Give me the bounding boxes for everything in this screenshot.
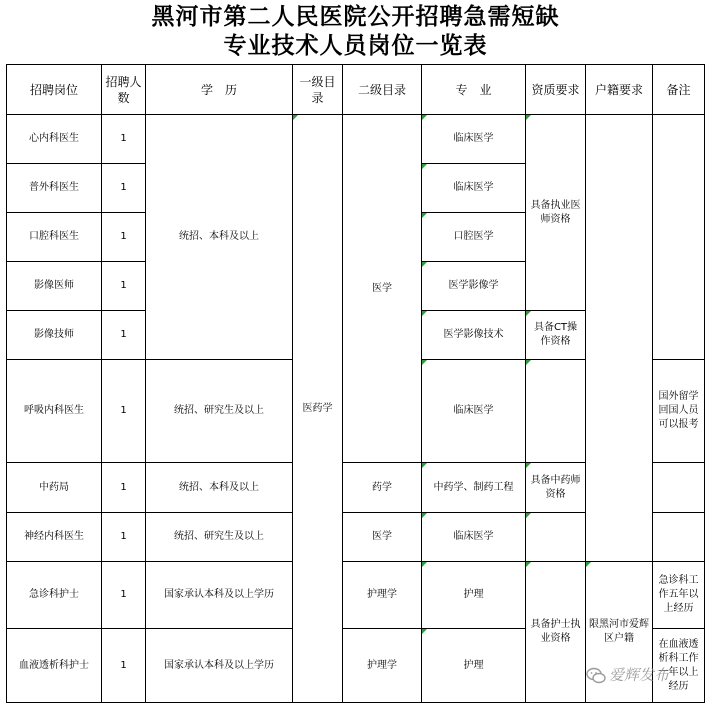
cell-post: 呼吸内科医生 [7,360,102,463]
cell-huji [586,115,653,562]
table-row [7,115,705,164]
header-education: 学 历 [146,65,293,115]
cell-post: 中药局 [7,463,102,513]
header-major: 专 业 [422,65,526,115]
cell-count: 1 [102,513,146,562]
cell-qualification: 具备护士执业资格 [526,562,586,703]
cell-level2: 护理学 [343,562,422,629]
cell-level1: 医药学 [293,115,343,703]
cell-major: 医学影像技术 [422,311,526,360]
cell-post: 血液透析科护士 [7,629,102,703]
cell-count: 1 [102,164,146,213]
cell-count: 1 [102,360,146,463]
cell-count: 1 [102,562,146,629]
watermark [586,664,706,690]
page-title-line2: 专业技术人员岗位一览表 [223,32,488,59]
cell-count: 1 [102,213,146,262]
cell-major: 医学影像学 [422,262,526,311]
table-row [7,562,705,629]
cell-post: 影像技师 [7,311,102,360]
cell-count: 1 [102,311,146,360]
watermark-text: 爱辉发布 [609,666,670,684]
cell-education: 国家承认本科及以上学历 [146,629,293,703]
cell-note [653,115,705,360]
cell-education: 国家承认本科及以上学历 [146,562,293,629]
cell-qualification [526,513,586,562]
cell-major: 中药学、制药工程 [422,463,526,513]
positions-table [6,64,705,703]
cell-education: 统招、本科及以上 [146,115,293,360]
cell-level2: 药学 [343,463,422,513]
header-huji: 户籍要求 [586,65,653,115]
cell-qualification: 具备CT操作资格 [526,311,586,360]
cell-note: 在血液透析科工作一年以上经历 [653,629,705,703]
cell-count: 1 [102,629,146,703]
cell-count: 1 [102,262,146,311]
header-post: 招聘岗位 [7,65,102,115]
cell-post: 神经内科医生 [7,513,102,562]
cell-qualification: 具备执业医师资格 [526,115,586,311]
cell-major: 临床医学 [422,164,526,213]
cell-qualification: 具备中药师资格 [526,463,586,513]
cell-huji: 限黑河市爱辉区户籍 [586,562,653,703]
cell-education: 统招、研究生及以上 [146,360,293,463]
header-level2: 二级目录 [343,65,422,115]
cell-level2: 医学 [343,115,422,463]
cell-post: 急诊科护士 [7,562,102,629]
header-count: 招聘人数 [102,65,146,115]
cell-post: 口腔科医生 [7,213,102,262]
wechat-icon [586,667,606,685]
cell-level2: 医学 [343,513,422,562]
cell-major: 口腔医学 [422,213,526,262]
cell-note: 急诊科工作五年以上经历 [653,562,705,629]
cell-major: 临床医学 [422,513,526,562]
cell-note [653,463,705,513]
cell-level2: 护理学 [343,629,422,703]
cell-note: 国外留学回国人员可以报考 [653,360,705,463]
header-qualification: 资质要求 [526,65,586,115]
cell-count: 1 [102,463,146,513]
cell-major: 护理 [422,562,526,629]
cell-major: 临床医学 [422,360,526,463]
cell-education: 统招、本科及以上 [146,463,293,513]
cell-note [653,513,705,562]
cell-major: 护理 [422,629,526,703]
cell-major: 临床医学 [422,115,526,164]
page-title-line1: 黑河市第二人民医院公开招聘急需短缺 [151,3,560,30]
cell-post: 影像医师 [7,262,102,311]
cell-qualification [526,360,586,463]
cell-count: 1 [102,115,146,164]
header-row [7,65,705,115]
header-level1: 一级目录 [293,65,343,115]
cell-post: 普外科医生 [7,164,102,213]
header-note: 备注 [653,65,705,115]
cell-education: 统招、研究生及以上 [146,513,293,562]
cell-post: 心内科医生 [7,115,102,164]
